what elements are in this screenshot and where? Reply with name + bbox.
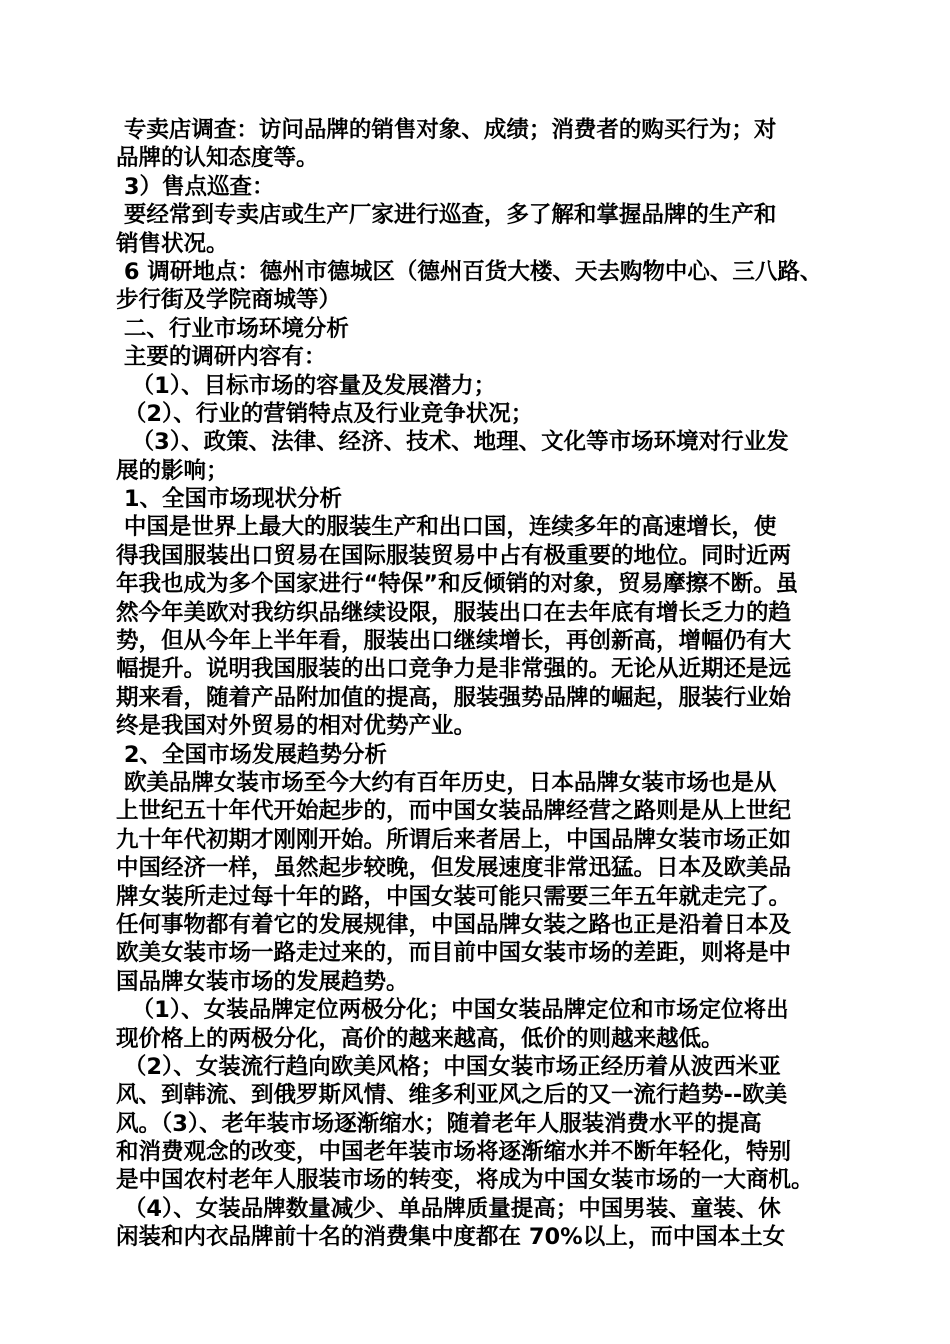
text-line: （1）、目标市场的容量及发展潜力； <box>116 372 497 399</box>
text-line: （1）、女装品牌定位两极分化；中国女装品牌定位和市场定位将出 <box>116 997 789 1024</box>
text-line: 中国是世界上最大的服装生产和出口国，连续多年的高速增长，使 <box>116 514 777 541</box>
text-line: 幅提升。说明我国服装的出口竞争力是非常强的。无论从近期还是远 <box>116 656 792 683</box>
text-line: 销售状况。 <box>116 230 229 257</box>
text-line: 九十年代初期才刚刚开始。所谓后来者居上，中国品牌女装市场正如 <box>116 826 792 853</box>
text-line: 闲装和内衣品牌前十名的消费集中度都在 70%以上，而中国本土女 <box>116 1224 786 1251</box>
text-line: （2）、行业的营销特点及行业竞争状况； <box>116 400 534 427</box>
text-line: 牌女装所走过每十年的路，中国女装可能只需要三年五年就走完了。 <box>116 883 792 910</box>
text-line: 欧美女装市场一路走过来的，而目前中国女装市场的差距，则将是中 <box>116 940 792 967</box>
text-line: 是中国农村老年人服装市场的转变，将成为中国女装市场的一大商机。 <box>116 1167 814 1194</box>
text-line: 二、行业市场环境分析 <box>116 315 349 342</box>
text-line: 终是我国对外贸易的相对优势产业。 <box>116 713 477 740</box>
text-line: 1、全国市场现状分析 <box>116 486 342 513</box>
text-line: 年我也成为多个国家进行“特保”和反倾销的对象，贸易摩擦不断。虽 <box>116 571 799 598</box>
text-line: 现价格上的两极分化，高价的越来越高，低价的则越来越低。 <box>116 1025 724 1052</box>
document-body <box>116 116 838 1252</box>
text-line: 上世纪五十年代开始起步的，而中国女装品牌经营之路则是从上世纪 <box>116 798 792 825</box>
text-line: （2）、女装流行趋向欧美风格；中国女装市场正经历着从波西米亚 <box>116 1053 781 1080</box>
text-line: 展的影响； <box>116 457 229 484</box>
text-line: 步行街及学院商城等） <box>116 287 342 314</box>
text-line: 要经常到专卖店或生产厂家进行巡查，多了解和掌握品牌的生产和 <box>116 202 777 229</box>
text-line: 任何事物都有着它的发展规律，中国品牌女装之路也正是沿着日本及 <box>116 911 792 938</box>
text-line: 欧美品牌女装市场至今大约有百年历史，日本品牌女装市场也是从 <box>116 769 777 796</box>
text-line: 6 调研地点：德州市德城区（德州百货大楼、天去购物中心、三八路、 <box>116 258 823 285</box>
text-line: 期来看，随着产品附加值的提高，服装强势品牌的崛起，服装行业始 <box>116 684 792 711</box>
text-line: 风。（3）、老年装市场逐渐缩水；随着老年人服装消费水平的提高 <box>116 1110 762 1137</box>
text-line: 国品牌女装市场的发展趋势。 <box>116 968 409 995</box>
text-line: 势，但从今年上半年看，服装出口继续增长，再创新高，增幅仍有大 <box>116 628 792 655</box>
text-line: 中国经济一样，虽然起步较晚，但发展速度非常迅猛。日本及欧美品 <box>116 855 792 882</box>
text-line: （3）、政策、法律、经济、技术、地理、文化等市场环境对行业发 <box>116 429 789 456</box>
text-line: 得我国服装出口贸易在国际服装贸易中占有极重要的地位。同时近两 <box>116 542 792 569</box>
text-line: 风、到韩流、到俄罗斯风情、维多利亚风之后的又一流行趋势--欧美 <box>116 1082 788 1109</box>
text-line: 品牌的认知态度等。 <box>116 145 319 172</box>
text-line: 3）售点巡查： <box>116 173 275 200</box>
text-line: 主要的调研内容有： <box>116 344 327 371</box>
text-line: 专卖店调查：访问品牌的销售对象、成绩；消费者的购买行为；对 <box>116 117 777 143</box>
text-line: 2、全国市场发展趋势分析 <box>116 741 387 768</box>
text-line: 然今年美欧对我纺织品继续设限，服装出口在去年底有增长乏力的趋 <box>116 599 792 626</box>
text-line: （4）、女装品牌数量减少、单品牌质量提高；中国男装、童装、休 <box>116 1195 781 1222</box>
text-line: 和消费观念的改变，中国老年装市场将逐渐缩水并不断年轻化，特别 <box>116 1139 792 1166</box>
